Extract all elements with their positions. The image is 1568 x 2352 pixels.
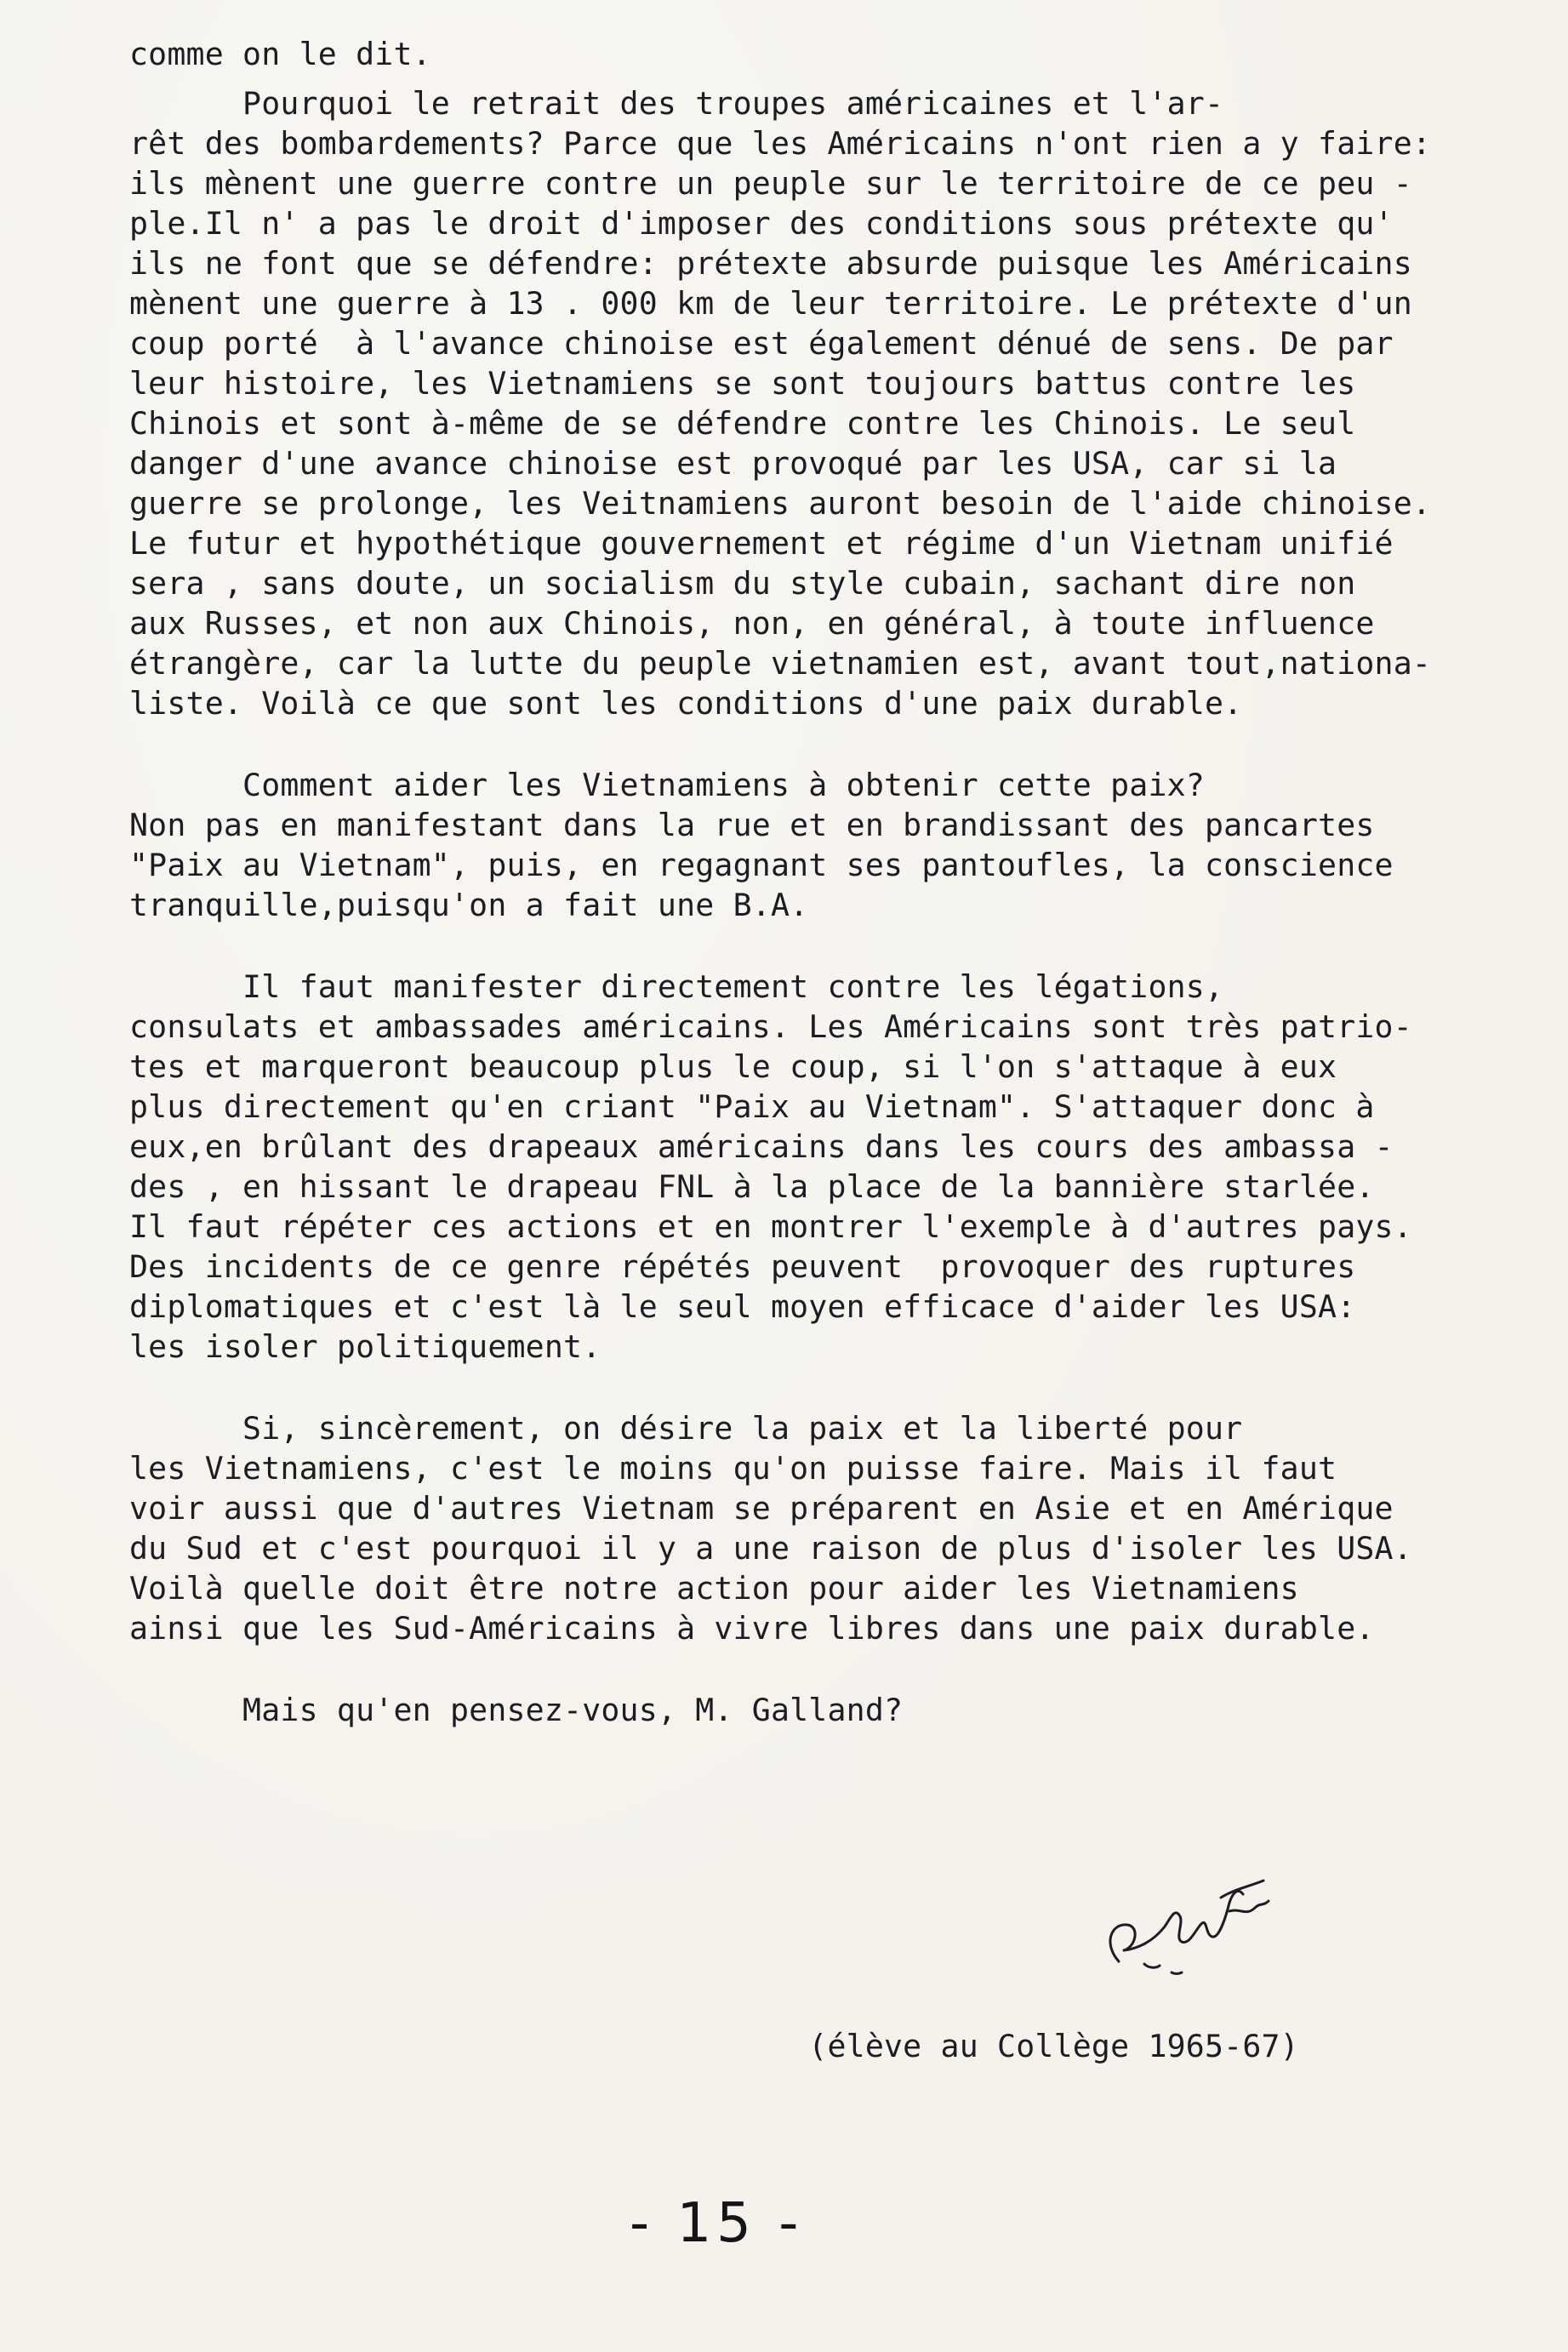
text-line: Pourquoi le retrait des troupes américaines et l'ar- xyxy=(129,85,1224,122)
text-line: tranquille,puisqu'on a fait une B.A. xyxy=(129,887,809,923)
text-line: "Paix au Vietnam", puis, en regagnant ses pantoufles, la conscience xyxy=(129,847,1394,883)
author-note: (élève au Collège 1965-67) xyxy=(129,2028,1299,2064)
text-line: diplomatiques et c'est là le seul moyen efficace d'aider les USA: xyxy=(129,1288,1356,1325)
text-line: rêt des bombardements? Parce que les Américains n'ont rien a y faire: xyxy=(129,125,1432,162)
text-line: Des incidents de ce genre répétés peuvent provoquer des ruptures xyxy=(129,1248,1356,1285)
text-line: consulats et ambassades américains. Les Américains sont très patrio- xyxy=(129,1008,1412,1045)
text-line: ils ne font que se défendre: prétexte absurde puisque les Américains xyxy=(129,245,1412,282)
text-line: leur histoire, les Vietnamiens se sont toujours battus contre les xyxy=(129,365,1356,402)
text-line: coup porté à l'avance chinoise est également dénué de sens. De par xyxy=(129,325,1394,362)
text-line: liste. Voilà ce que sont les conditions d'une paix durable. xyxy=(129,685,1243,722)
text-line: ple.Il n' a pas le droit d'imposer des conditions sous prétexte qu' xyxy=(129,205,1394,242)
text-line: étrangère, car la lutte du peuple vietnamien est, avant tout,nationa- xyxy=(129,645,1432,682)
text-line: Chinois et sont à-même de se défendre contre les Chinois. Le seul xyxy=(129,405,1356,442)
page-number: - 15 - xyxy=(630,2192,804,2255)
text-line: tes et marqueront beaucoup plus le coup, si l'on s'attaque à eux xyxy=(129,1048,1337,1085)
text-line: Non pas en manifestant dans la rue et en brandissant des pancartes xyxy=(129,807,1375,843)
text-line: Comment aider les Vietnamiens à obtenir cette paix? xyxy=(129,767,1205,803)
text-line: voir aussi que d'autres Vietnam se préparent en Asie et en Amérique xyxy=(129,1490,1394,1527)
text-line: les isoler politiquement. xyxy=(129,1328,602,1365)
handwritten-signature xyxy=(1093,1864,1289,1991)
text-line: ils mènent une guerre contre un peuple sur le territoire de ce peu - xyxy=(129,165,1412,202)
text-line: ainsi que les Sud-Américains à vivre libres dans une paix durable. xyxy=(129,1610,1375,1647)
text-line: du Sud et c'est pourquoi il y a une raison de plus d'isoler les USA. xyxy=(129,1530,1412,1567)
text-line: plus directement qu'en criant "Paix au Vietnam". S'attaquer donc à xyxy=(129,1088,1375,1125)
text-line: Si, sincèrement, on désire la paix et la liberté pour xyxy=(129,1410,1243,1447)
text-line: mènent une guerre à 13 . 000 km de leur territoire. Le prétexte d'un xyxy=(129,285,1412,322)
text-line: guerre se prolonge, les Veitnamiens auront besoin de l'aide chinoise. xyxy=(129,485,1432,522)
text-line: danger d'une avance chinoise est provoqué par les USA, car si la xyxy=(129,445,1337,482)
text-line: eux,en brûlant des drapeaux américains dans les cours des ambassa - xyxy=(129,1128,1394,1165)
text-line: les Vietnamiens, c'est le moins qu'on puisse faire. Mais il faut xyxy=(129,1450,1337,1487)
text-line: Le futur et hypothétique gouvernement et régime d'un Vietnam unifié xyxy=(129,525,1394,562)
text-line: aux Russes, et non aux Chinois, non, en général, à toute influence xyxy=(129,605,1375,642)
text-line: sera , sans doute, un socialism du style cubain, sachant dire non xyxy=(129,565,1356,602)
text-line: des , en hissant le drapeau FNL à la place de la bannière starlée. xyxy=(129,1168,1375,1205)
text-line: Voilà quelle doit être notre action pour aider les Vietnamiens xyxy=(129,1570,1299,1607)
text-line: Il faut répéter ces actions et en montrer l'exemple à d'autres pays. xyxy=(129,1208,1412,1245)
text-line: Il faut manifester directement contre les légations, xyxy=(129,968,1224,1005)
closing-question: Mais qu'en pensez-vous, M. Galland? xyxy=(129,1692,904,1728)
text-line: comme on le dit. xyxy=(129,36,431,72)
